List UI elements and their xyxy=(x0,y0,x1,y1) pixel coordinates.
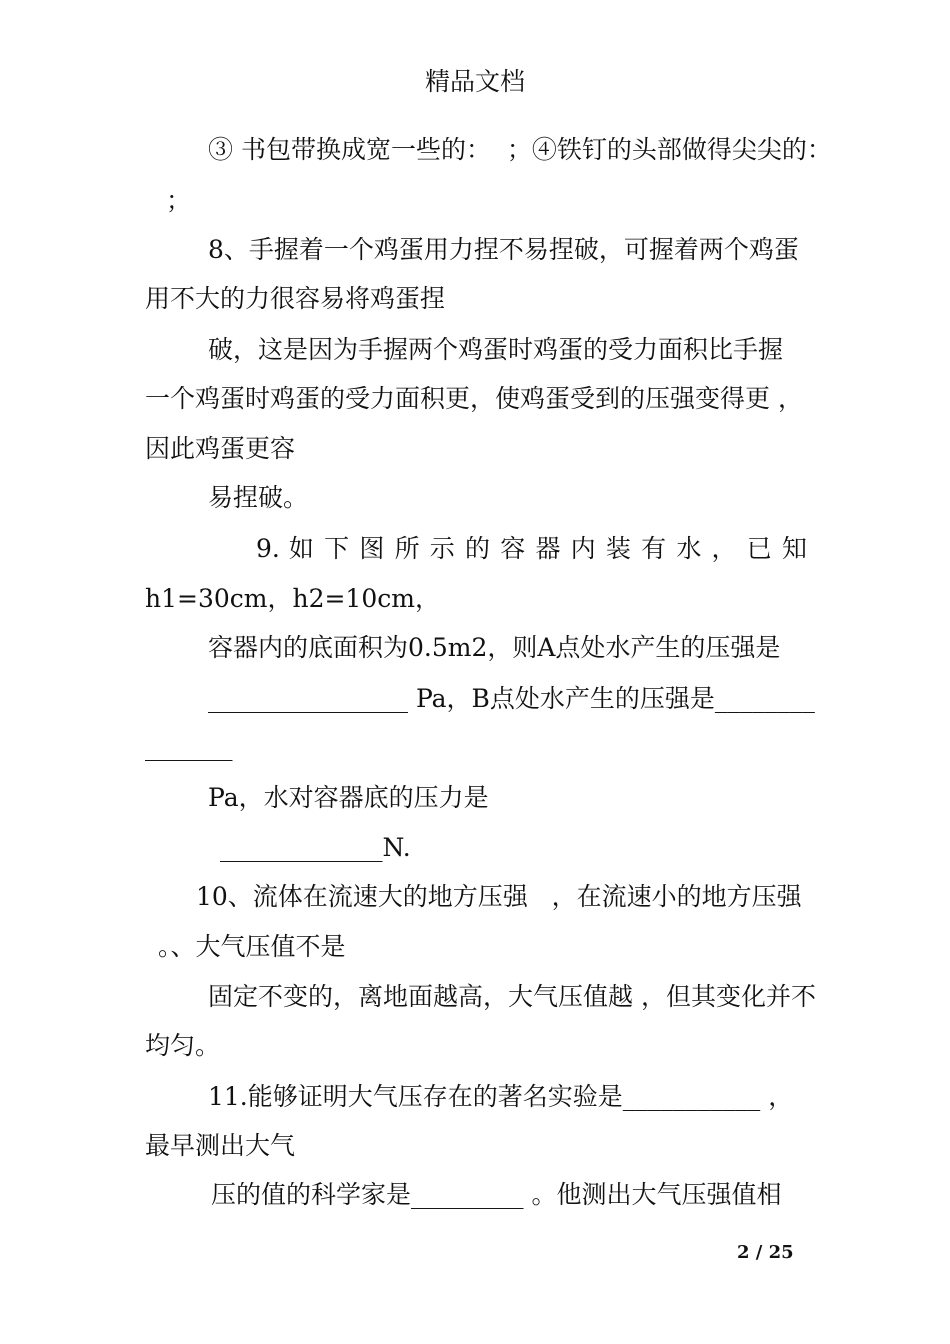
text-line: 易捏破。 xyxy=(208,483,309,512)
text-line: 一个鸡蛋时鸡蛋的受力面积更，使鸡蛋受到的压强变得更 ， xyxy=(145,384,803,413)
text-line: 10、流体在流速大的地方压强 ，在流速小的地方压强 xyxy=(196,882,802,911)
text-line: 固定不变的，离地面越高，大气压值越 ，但其变化并不 xyxy=(208,982,816,1011)
text-line: 9. 如 下 图 所 示 的 容 器 内 装 有 水 ， 已 知 xyxy=(256,534,807,563)
text-line: 因此鸡蛋更容 xyxy=(145,434,296,463)
text-line: 11.能够证明大气压存在的著名实验是___________ ， xyxy=(208,1082,794,1111)
text-line: h1=30cm，h2=10cm， xyxy=(145,584,440,613)
page-header: 精品文档 xyxy=(424,67,525,96)
text-line: _______ xyxy=(145,732,233,761)
text-line: 压的值的科学家是_________ 。他测出大气压强值相 xyxy=(211,1180,782,1209)
text-line: 破，这是因为手握两个鸡蛋时鸡蛋的受力面积比手握 xyxy=(208,335,784,364)
text-line: 容器内的底面积为0.5m2，则A点处水产生的压强是 xyxy=(208,633,781,662)
text-line: ③ 书包带换成宽一些的： ；④铁钉的头部做得尖尖的： xyxy=(208,135,832,164)
text-line: 8、手握着一个鸡蛋用力捏不易捏破，可握着两个鸡蛋 xyxy=(208,235,799,264)
page-number: 2 / 25 xyxy=(737,1242,794,1263)
text-line: 用不大的力很容易将鸡蛋捏 xyxy=(145,284,446,313)
text-line: Pa，水对容器底的压力是 xyxy=(208,783,489,812)
text-line: ； xyxy=(166,186,192,215)
text-line: ________________ Pa，B点处水产生的压强是________ xyxy=(208,684,815,713)
text-line: 最早测出大气 xyxy=(145,1131,296,1160)
text-line: _____________N. xyxy=(220,833,411,862)
text-line: 均匀。 xyxy=(145,1031,221,1060)
text-line: 。、大气压值不是 xyxy=(158,932,346,961)
